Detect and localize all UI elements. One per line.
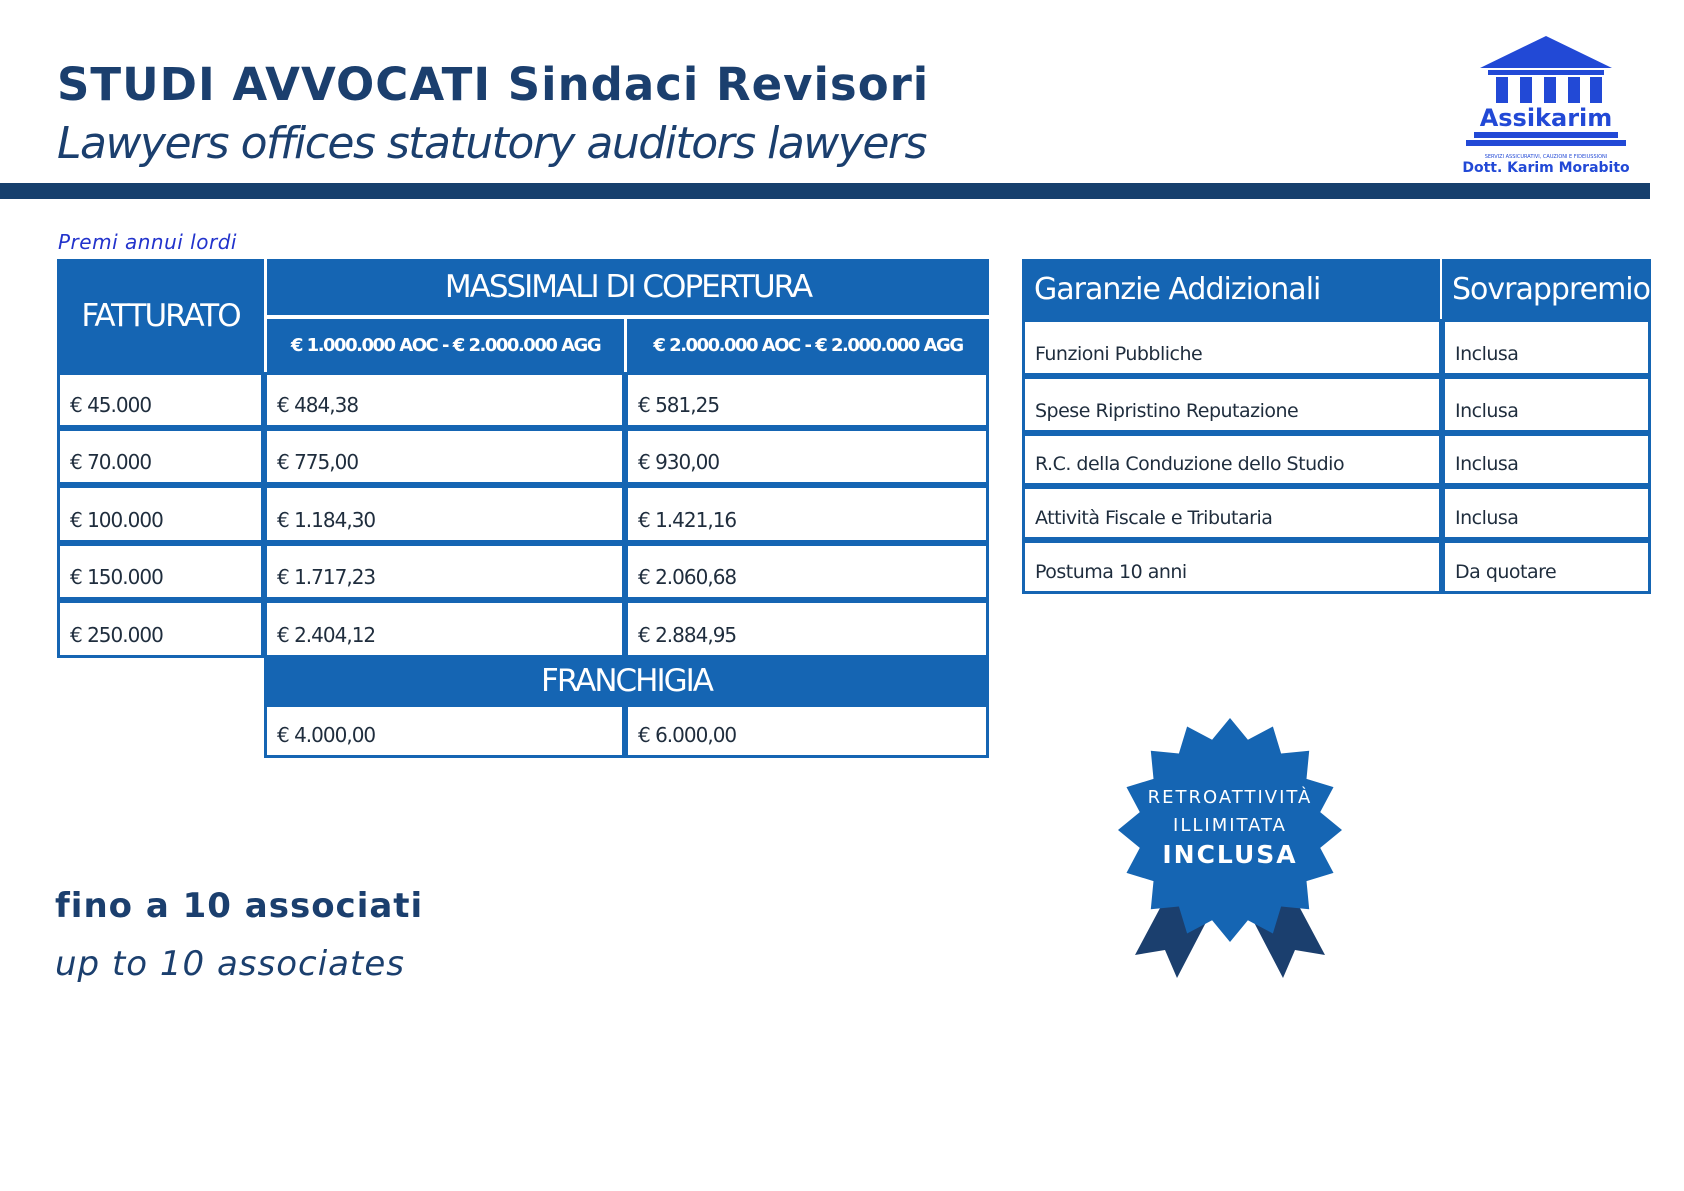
guarantee-value: Inclusa: [1442, 319, 1651, 376]
badge-line-1: RETROATTIVITÀ: [1147, 787, 1313, 808]
logo-name: Assikarim: [1479, 104, 1613, 132]
franchigia-cell: € 4.000,00: [264, 704, 625, 758]
guarantee-value: Da quotare: [1442, 540, 1651, 594]
premium-cell: € 484,38: [264, 372, 625, 428]
premium-cell: € 2.060,68: [625, 543, 989, 600]
premium-cell: € 581,25: [625, 372, 989, 428]
guarantee-name: Spese Ripristino Reputazione: [1022, 376, 1442, 433]
guarantee-value: Inclusa: [1442, 433, 1651, 486]
badge-line-2: ILLIMITATA: [1173, 815, 1287, 836]
associates-italian: fino a 10 associati: [55, 886, 424, 926]
header-divider: [0, 183, 1650, 199]
premium-cell: € 1.717,23: [264, 543, 625, 600]
retroactivity-badge: [1115, 700, 1345, 990]
badge-line-3: INCLUSA: [1162, 840, 1298, 869]
page-subtitle: Lawyers offices statutory auditors lawyers: [57, 118, 926, 169]
premium-cell: € 2.884,95: [625, 600, 989, 658]
header-garanzie: Garanzie Addizionali: [1022, 259, 1440, 319]
page-title: STUDI AVVOCATI Sindaci Revisori: [57, 58, 930, 111]
fatturato-cell: € 150.000: [57, 543, 264, 600]
premium-caption: Premi annui lordi: [58, 230, 237, 254]
logo-person: Dott. Karim Morabito: [1462, 160, 1630, 176]
guarantee-value: Inclusa: [1442, 376, 1651, 433]
premium-cell: € 1.184,30: [264, 485, 625, 543]
header-option-2: € 2.000.000 AOC - € 2.000.000 AGG: [627, 319, 989, 372]
logo-tagline: SERVIZI ASSICURATIVI, CAUZIONI E FIDEIUSSIONI: [1484, 154, 1608, 160]
fatturato-cell: € 70.000: [57, 428, 264, 485]
premium-cell: € 775,00: [264, 428, 625, 485]
associates-english: up to 10 associates: [55, 944, 405, 984]
premium-cell: € 1.421,16: [625, 485, 989, 543]
guarantee-value: Inclusa: [1442, 486, 1651, 540]
guarantee-name: Postuma 10 anni: [1022, 540, 1442, 594]
fatturato-cell: € 100.000: [57, 485, 264, 543]
guarantee-name: R.C. della Conduzione dello Studio: [1022, 433, 1442, 486]
logo-steps: [1440, 130, 1652, 154]
header-massimali: MASSIMALI DI COPERTURA: [267, 259, 989, 315]
guarantee-name: Funzioni Pubbliche: [1022, 319, 1442, 376]
header-franchigia: FRANCHIGIA: [264, 658, 989, 704]
header-fatturato: FATTURATO: [57, 259, 264, 372]
guarantee-name: Attività Fiscale e Tributaria: [1022, 486, 1442, 540]
header-option-1: € 1.000.000 AOC - € 2.000.000 AGG: [267, 319, 624, 372]
premium-cell: € 930,00: [625, 428, 989, 485]
temple-icon: [1440, 30, 1652, 110]
header-sovrappremio: Sovrappremio: [1442, 259, 1651, 319]
fatturato-cell: € 250.000: [57, 600, 264, 658]
franchigia-cell: € 6.000,00: [625, 704, 989, 758]
fatturato-cell: € 45.000: [57, 372, 264, 428]
company-logo: [1440, 30, 1652, 180]
premium-cell: € 2.404,12: [264, 600, 625, 658]
